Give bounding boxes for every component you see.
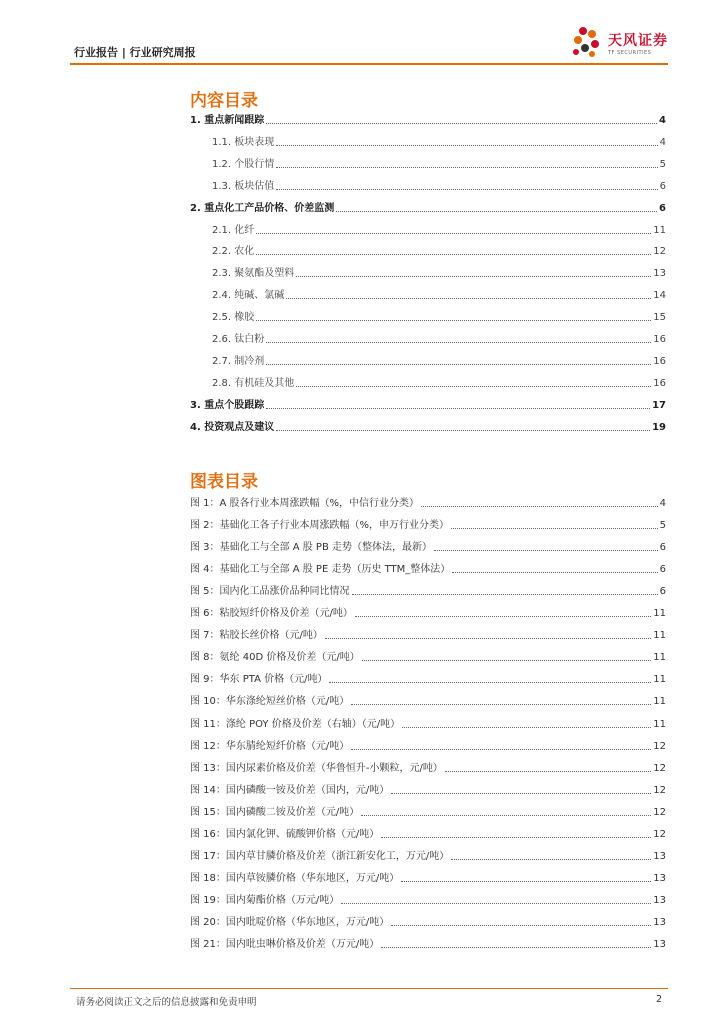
header-rule (70, 63, 668, 65)
figure-entry-page: 13 (653, 850, 666, 862)
dot-leader (325, 638, 651, 639)
figure-entry-page: 13 (653, 939, 666, 950)
figure-entry[interactable] (190, 849, 666, 863)
figure-entry-label: 图 7：粘胶长丝价格（元/吨） (190, 630, 323, 642)
figure-entry-label: 图 8：氨纶 40D 价格及价差（元/吨） (190, 652, 360, 664)
figure-entry[interactable] (190, 672, 666, 686)
figure-entry-label: 图 11：涤纶 POY 价格及价差（右轴）（元/吨） (190, 718, 401, 730)
toc-entry[interactable] (190, 157, 666, 171)
figure-entry[interactable] (190, 606, 666, 620)
figure-entry[interactable] (190, 518, 666, 532)
figure-entry-page: 11 (653, 674, 666, 686)
dot-leader (296, 276, 651, 277)
figure-entry-label: 图 19：国内菊酯价格（万元/吨） (190, 894, 340, 906)
toc-entry[interactable] (190, 266, 666, 280)
dot-leader (336, 211, 657, 212)
figure-entry-label: 图 9：华东 PTA 价格（元/吨） (190, 674, 328, 686)
toc-entry-page: 4 (659, 136, 666, 148)
figure-entry-label: 图 2：基础化工各子行业本周涨跌幅（%，申万行业分类） (190, 520, 450, 532)
dot-leader (401, 881, 651, 882)
dot-leader (266, 123, 657, 124)
toc-entry-label: 2.1. 化纤 (212, 224, 255, 236)
figure-entry-page: 5 (659, 520, 666, 532)
toc-entry-page: 16 (653, 334, 666, 345)
dot-leader (256, 254, 651, 255)
dot-leader (402, 727, 651, 728)
figure-entry-page: 12 (653, 762, 666, 774)
toc-entry[interactable] (190, 201, 666, 215)
toc-entry[interactable] (190, 135, 666, 149)
toc-entry-label: 4. 投资观点及建议 (190, 421, 275, 433)
header-title: 行业报告 | 行业研究周报 (74, 46, 196, 59)
figure-entry[interactable] (190, 496, 666, 510)
dot-leader (452, 572, 657, 573)
toc-entry-label: 1.1. 板块表现 (212, 136, 275, 148)
toc-entry-page: 12 (653, 246, 666, 258)
dot-leader (329, 682, 651, 683)
dot-leader (351, 704, 651, 705)
dot-leader (362, 660, 652, 661)
dot-leader (276, 167, 657, 168)
dot-leader (266, 342, 651, 343)
figure-entry-label: 图 3：基础化工与全部 A 股 PB 走势（整体法，最新） (190, 542, 432, 554)
toc-entry[interactable] (190, 354, 666, 368)
figure-entry-label: 图 18：国内草铵膦价格（华东地区，万元/吨） (190, 872, 400, 884)
figure-entry-label: 图 12：华东腈纶短纤价格（元/吨） (190, 740, 350, 752)
dot-leader (451, 528, 658, 529)
figure-entry-label: 图 21：国内吡虫啉价格及价差（万元/吨） (190, 939, 380, 950)
figure-entry-page: 11 (653, 696, 666, 708)
dot-leader (256, 233, 651, 234)
figure-entry[interactable] (190, 717, 666, 731)
toc-entry-label: 2.8. 有机硅及其他 (212, 377, 295, 389)
figure-entry-page: 6 (659, 542, 666, 554)
figure-entry[interactable] (190, 562, 666, 576)
figure-entry-page: 11 (653, 652, 666, 664)
figure-entry-page: 11 (653, 608, 666, 620)
toc-entry-page: 17 (652, 399, 666, 411)
toc-entry[interactable] (190, 376, 666, 390)
figure-entry[interactable] (190, 628, 666, 642)
toc-entry-label: 2.5. 橡胶 (212, 312, 255, 324)
figure-entry-label: 图 13：国内尿素价格及价差（华鲁恒升-小颗粒，元/吨） (190, 762, 443, 774)
toc-entry-label: 2.6. 钛白粉 (212, 334, 265, 345)
figure-entry-page: 12 (653, 806, 666, 818)
figure-entry-page: 13 (653, 872, 666, 884)
dot-leader (381, 837, 651, 838)
figure-entry-page: 13 (653, 894, 666, 906)
toc-title: 内容目录 (190, 91, 258, 111)
figure-entry-page: 13 (653, 916, 666, 928)
toc-entry[interactable] (190, 179, 666, 193)
figure-entry-page: 11 (653, 718, 666, 730)
figure-entry[interactable] (190, 694, 666, 708)
footer-disclaimer: 请务必阅读正文之后的信息披露和免责申明 (76, 997, 257, 1008)
dot-leader (276, 145, 657, 146)
figure-entry-page: 12 (653, 784, 666, 796)
toc-entry[interactable] (190, 420, 666, 434)
figure-entry[interactable] (190, 805, 666, 819)
figure-entry-page: 4 (659, 498, 666, 509)
figure-entry-label: 图 17：国内草甘膦价格及价差（浙江新安化工，万元/吨） (190, 850, 450, 862)
dot-leader (421, 506, 658, 507)
figure-entry[interactable] (190, 893, 666, 907)
dot-leader (351, 749, 651, 750)
toc-entry-page: 13 (653, 268, 666, 280)
toc-entry-label: 1. 重点新闻跟踪 (190, 115, 265, 126)
footer-page-number: 2 (656, 994, 663, 1005)
toc-entry-page: 15 (653, 312, 666, 324)
figure-entry-page: 12 (653, 828, 666, 840)
dot-leader (266, 364, 651, 365)
toc-entry-page: 4 (659, 115, 666, 126)
figure-entry[interactable] (190, 584, 666, 598)
toc-entry-page: 5 (659, 158, 666, 170)
dot-leader (296, 386, 651, 387)
toc-entry[interactable] (190, 310, 666, 324)
figure-entry[interactable] (190, 915, 666, 929)
dot-leader (256, 320, 651, 321)
toc-entry[interactable] (190, 332, 666, 346)
toc-entry-page: 6 (659, 180, 666, 192)
toc-entry[interactable] (190, 113, 666, 127)
toc-entry[interactable] (190, 223, 666, 237)
figure-entry[interactable] (190, 871, 666, 885)
dot-leader (381, 947, 651, 948)
figure-entry-label: 图 16：国内氯化钾、硫酸钾价格（元/吨） (190, 828, 380, 840)
figure-entry-label: 图 20：国内吡啶价格（华东地区，万元/吨） (190, 916, 390, 928)
figure-entry-label: 图 10：华东涤纶短丝价格（元/吨） (190, 696, 350, 708)
figure-entry-label: 图 4：基础化工与全部 A 股 PE 走势（历史 TTM_整体法） (190, 564, 451, 576)
toc-entry-page: 19 (652, 421, 666, 433)
figure-entry[interactable] (190, 761, 666, 775)
toc-entry[interactable] (190, 398, 666, 412)
toc-entry-page: 14 (653, 290, 666, 302)
toc-entry-label: 2. 重点化工产品价格、价差监测 (190, 202, 335, 214)
dot-leader (352, 594, 658, 595)
dot-leader (391, 793, 651, 794)
toc-entry[interactable] (190, 244, 666, 258)
figure-entry-page: 12 (653, 740, 666, 752)
dot-leader (361, 815, 651, 816)
dot-leader (445, 771, 651, 772)
figure-entry[interactable] (190, 540, 666, 554)
dot-leader (266, 408, 650, 409)
figure-entry-label: 图 6：粘胶短纤价格及价差（元/吨） (190, 608, 353, 620)
figure-list-title: 图表目录 (190, 472, 258, 492)
figure-entry[interactable] (190, 650, 666, 664)
toc-entry-label: 2.7. 制冷剂 (212, 355, 265, 367)
figure-entry-label: 图 14：国内磷酸一铵及价差（国内，元/吨） (190, 784, 390, 796)
figure-entry[interactable] (190, 827, 666, 841)
dot-leader (434, 550, 658, 551)
figure-entry[interactable] (190, 783, 666, 797)
toc-entry-label: 1.3. 板块估值 (212, 180, 275, 192)
dot-leader (451, 859, 651, 860)
figure-entry[interactable] (190, 739, 666, 753)
toc-entry-label: 3. 重点个股跟踪 (190, 399, 265, 411)
dot-leader (341, 903, 651, 904)
figure-entry-label: 图 5：国内化工品涨价品种同比情况 (190, 586, 350, 598)
toc-entry-page: 16 (653, 377, 666, 389)
toc-entry-label: 2.4. 纯碱、氯碱 (212, 290, 285, 302)
figure-entry-page: 6 (659, 586, 666, 598)
toc-entry-label: 2.2. 农化 (212, 246, 255, 258)
figure-entry[interactable] (190, 937, 666, 951)
toc-entry-label: 2.3. 聚氨酯及塑料 (212, 268, 295, 280)
toc-entry-page: 11 (653, 224, 666, 236)
logo-text: 天风证券 (608, 33, 668, 49)
figure-entry-label: 图 1：A 股各行业本周涨跌幅（%，中信行业分类） (190, 498, 420, 509)
figure-entry-label: 图 15：国内磷酸二铵及价差（元/吨） (190, 806, 360, 818)
dot-leader (286, 298, 651, 299)
figure-entry-page: 11 (653, 630, 666, 642)
dot-leader (391, 925, 651, 926)
logo-subtext: TF SECURITIES (608, 50, 652, 56)
toc-entry-label: 1.2. 个股行情 (212, 158, 275, 170)
footer-rule (70, 988, 668, 989)
figure-entry-page: 6 (659, 564, 666, 576)
toc-entry[interactable] (190, 288, 666, 302)
dot-leader (355, 616, 651, 617)
toc-entry-page: 6 (659, 202, 666, 214)
dot-leader (276, 430, 650, 431)
toc-entry-page: 16 (653, 355, 666, 367)
dot-leader (276, 189, 657, 190)
